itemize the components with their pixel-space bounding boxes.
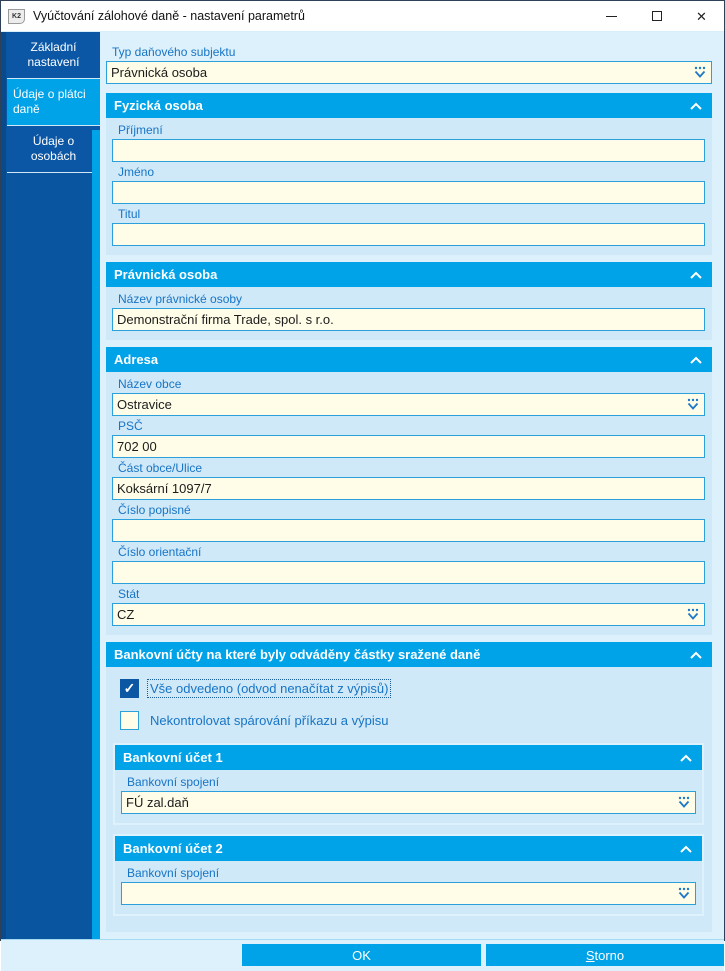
section-title: Adresa bbox=[114, 352, 159, 367]
stat-label: Stát bbox=[118, 587, 140, 601]
typ-danoveho-subjektu-combo[interactable] bbox=[106, 61, 712, 84]
cast-obce-ulice-field[interactable] bbox=[112, 477, 705, 500]
psc-field[interactable] bbox=[112, 435, 705, 458]
bankovni-spojeni-2-input[interactable] bbox=[126, 883, 673, 904]
typ-danoveho-subjektu-input[interactable] bbox=[111, 62, 689, 83]
subsection-bankovni-ucet-1 bbox=[113, 743, 704, 825]
field-typ-danoveho-subjektu bbox=[106, 45, 712, 84]
field-stat bbox=[112, 587, 705, 626]
field-bankovni-spojeni-2 bbox=[121, 866, 696, 905]
dropdown-icon[interactable] bbox=[686, 608, 700, 621]
prijmeni-input[interactable] bbox=[117, 140, 700, 161]
dialog-window bbox=[1, 1, 724, 963]
section-body bbox=[106, 287, 712, 340]
cast-obce-ulice-input[interactable] bbox=[117, 478, 700, 499]
subsection-header-bankovni-ucet-1[interactable] bbox=[115, 745, 702, 770]
field-cislo-popisne bbox=[112, 503, 705, 542]
close-button[interactable] bbox=[679, 1, 724, 31]
section-body bbox=[106, 118, 712, 255]
nazev-pravnicke-osoby-input[interactable] bbox=[117, 309, 700, 330]
titul-field[interactable] bbox=[112, 223, 705, 246]
footer bbox=[1, 939, 724, 971]
subsection-body bbox=[115, 770, 702, 823]
subsection-body bbox=[115, 861, 702, 914]
checkbox-row-nekontrolovat[interactable] bbox=[120, 711, 705, 730]
k2-app-icon-text: K2 bbox=[12, 12, 21, 20]
minimize-icon bbox=[606, 16, 617, 17]
window-title: Vyúčtování zálohové daně - nastavení parametrů bbox=[33, 9, 305, 23]
bankovni-spojeni-2-label: Bankovní spojení bbox=[127, 866, 220, 880]
collapse-chevron-icon[interactable] bbox=[689, 101, 703, 111]
sidebar-tab-label: Údaje o plátci daně bbox=[13, 87, 86, 116]
section-header-bankovni-ucty[interactable] bbox=[106, 642, 712, 667]
section-title: Bankovní účty na které byly odváděny částky sražené daně bbox=[114, 647, 481, 662]
subsection-bankovni-ucet-2 bbox=[113, 834, 704, 916]
active-tab-accent-strip bbox=[92, 130, 100, 939]
bankovni-spojeni-1-label: Bankovní spojení bbox=[127, 775, 220, 789]
nekontrolovat-checkbox[interactable] bbox=[120, 711, 139, 730]
sidebar-tab-udaje-o-platci-dane[interactable] bbox=[7, 79, 100, 126]
collapse-chevron-icon[interactable] bbox=[679, 753, 693, 763]
nazev-obce-input[interactable] bbox=[117, 394, 682, 415]
section-title: Fyzická osoba bbox=[114, 98, 203, 113]
psc-label: PSČ bbox=[118, 419, 143, 433]
section-pravnicka-osoba bbox=[106, 262, 712, 340]
close-icon: ✕ bbox=[696, 8, 707, 24]
section-header-fyzicka-osoba[interactable] bbox=[106, 93, 712, 118]
prijmeni-label: Příjmení bbox=[118, 123, 163, 137]
collapse-chevron-icon[interactable] bbox=[689, 355, 703, 365]
typ-danoveho-subjektu-label: Typ daňového subjektu bbox=[112, 45, 236, 59]
dropdown-icon[interactable] bbox=[693, 66, 707, 79]
psc-input[interactable] bbox=[117, 436, 700, 457]
cast-obce-ulice-label: Část obce/Ulice bbox=[118, 461, 203, 475]
sidebar-tab-label: Základní nastavení bbox=[27, 40, 80, 69]
section-header-pravnicka-osoba[interactable] bbox=[106, 262, 712, 287]
sidebar bbox=[1, 31, 100, 939]
storno-button-label: Storno bbox=[585, 947, 625, 963]
field-bankovni-spojeni-1 bbox=[121, 775, 696, 814]
subsection-title: Bankovní účet 1 bbox=[123, 750, 223, 765]
cislo-popisne-label: Číslo popisné bbox=[118, 503, 191, 517]
sidebar-tab-zakladni-nastaveni[interactable] bbox=[7, 32, 100, 79]
subsection-header-bankovni-ucet-2[interactable] bbox=[115, 836, 702, 861]
nazev-obce-combo[interactable] bbox=[112, 393, 705, 416]
bankovni-spojeni-2-combo[interactable] bbox=[121, 882, 696, 905]
prijmeni-field[interactable] bbox=[112, 139, 705, 162]
dropdown-icon[interactable] bbox=[686, 398, 700, 411]
vse-odvedeno-checkbox[interactable] bbox=[120, 679, 139, 698]
collapse-chevron-icon[interactable] bbox=[689, 650, 703, 660]
vse-odvedeno-label[interactable]: Vše odvedeno (odvod nenačítat z výpisů) bbox=[150, 681, 389, 696]
window-controls bbox=[589, 1, 724, 31]
titul-input[interactable] bbox=[117, 224, 700, 245]
stat-input[interactable] bbox=[117, 604, 682, 625]
dropdown-icon[interactable] bbox=[677, 887, 691, 900]
cislo-orientacni-field[interactable] bbox=[112, 561, 705, 584]
section-body bbox=[106, 667, 712, 932]
section-bankovni-ucty bbox=[106, 642, 712, 932]
stat-combo[interactable] bbox=[112, 603, 705, 626]
bankovni-spojeni-1-input[interactable] bbox=[126, 792, 673, 813]
jmeno-label: Jméno bbox=[118, 165, 155, 179]
collapse-chevron-icon[interactable] bbox=[679, 844, 693, 854]
bankovni-spojeni-1-combo[interactable] bbox=[121, 791, 696, 814]
sidebar-tab-label: Údaje o osobách bbox=[30, 134, 77, 163]
section-adresa bbox=[106, 347, 712, 635]
field-nazev-obce bbox=[112, 377, 705, 416]
jmeno-field[interactable] bbox=[112, 181, 705, 204]
titlebar bbox=[1, 1, 724, 31]
jmeno-input[interactable] bbox=[117, 182, 700, 203]
field-nazev-pravnicke-osoby bbox=[112, 292, 705, 331]
subsection-title: Bankovní účet 2 bbox=[123, 841, 223, 856]
field-cislo-orientacni bbox=[112, 545, 705, 584]
cislo-popisne-input[interactable] bbox=[117, 520, 700, 541]
cislo-orientacni-input[interactable] bbox=[117, 562, 700, 583]
ok-button-label: OK bbox=[352, 947, 371, 963]
cislo-orientacni-label: Číslo orientační bbox=[118, 545, 202, 559]
maximize-button[interactable] bbox=[634, 1, 679, 31]
app-body bbox=[1, 31, 724, 939]
field-titul bbox=[112, 207, 705, 246]
k2-app-icon bbox=[8, 9, 25, 24]
storno-button[interactable] bbox=[486, 944, 724, 966]
nekontrolovat-label[interactable]: Nekontrolovat spárování příkazu a výpisu bbox=[150, 713, 389, 728]
section-title: Právnická osoba bbox=[114, 267, 218, 282]
titul-label: Titul bbox=[118, 207, 141, 221]
nazev-pravnicke-osoby-field[interactable] bbox=[112, 308, 705, 331]
field-jmeno bbox=[112, 165, 705, 204]
dropdown-icon[interactable] bbox=[677, 796, 691, 809]
section-fyzicka-osoba bbox=[106, 93, 712, 255]
field-psc bbox=[112, 419, 705, 458]
nazev-pravnicke-osoby-label: Název právnické osoby bbox=[118, 292, 243, 306]
field-prijmeni bbox=[112, 123, 705, 162]
sidebar-tab-udaje-o-osobach[interactable] bbox=[7, 126, 100, 173]
maximize-icon bbox=[652, 11, 662, 21]
nazev-obce-label: Název obce bbox=[118, 377, 182, 391]
main-content bbox=[100, 31, 724, 939]
field-cast-obce-ulice bbox=[112, 461, 705, 500]
minimize-button[interactable] bbox=[589, 1, 634, 31]
cislo-popisne-field[interactable] bbox=[112, 519, 705, 542]
collapse-chevron-icon[interactable] bbox=[689, 270, 703, 280]
section-header-adresa[interactable] bbox=[106, 347, 712, 372]
section-body bbox=[106, 372, 712, 635]
ok-button[interactable] bbox=[242, 944, 481, 966]
checkbox-row-vse-odvedeno[interactable] bbox=[120, 679, 705, 698]
sidebar-tabs bbox=[7, 32, 100, 173]
